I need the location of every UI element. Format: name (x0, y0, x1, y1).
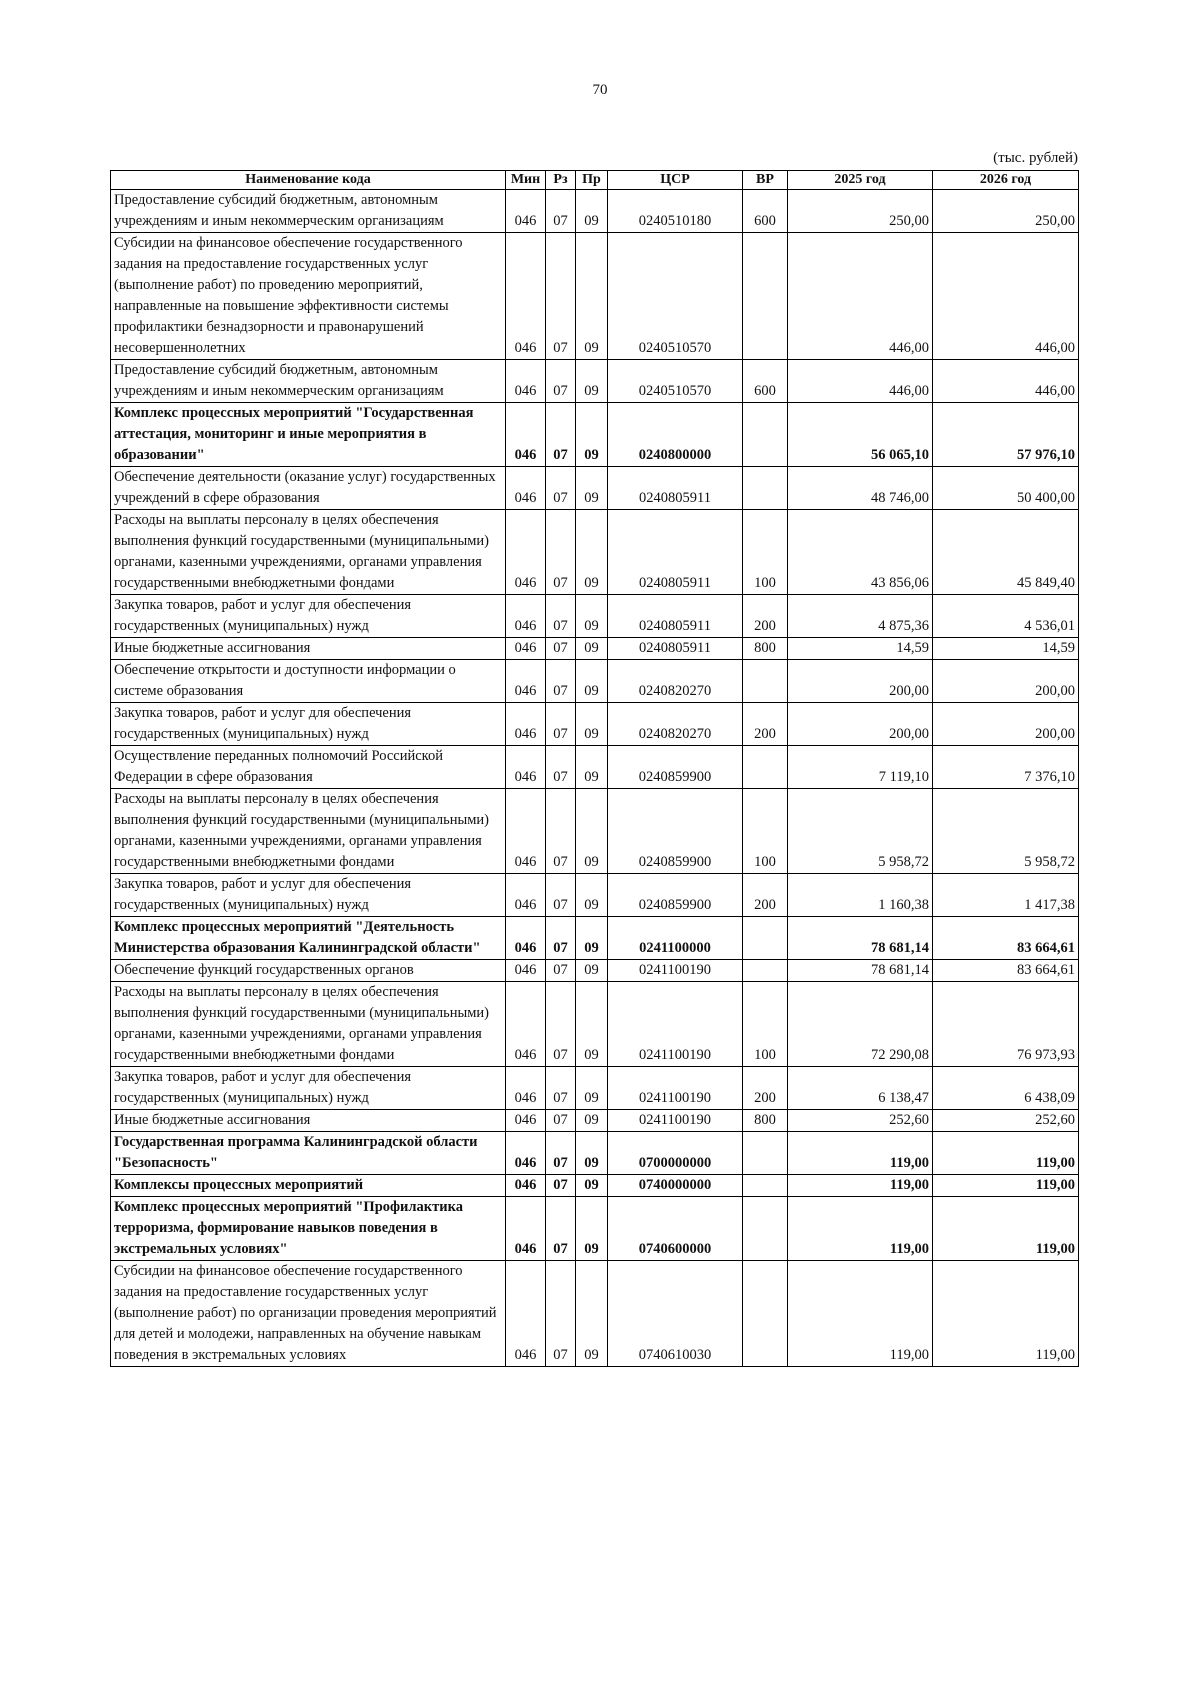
cell-vr (743, 1197, 788, 1261)
cell-min: 046 (506, 789, 546, 874)
cell-2026: 14,59 (933, 638, 1079, 660)
table-row (111, 982, 1079, 1067)
cell-vr: 200 (743, 595, 788, 638)
table-row (111, 1175, 1079, 1197)
cell-pr: 09 (576, 1197, 608, 1261)
cell-min: 046 (506, 1110, 546, 1132)
cell-pr: 09 (576, 1132, 608, 1175)
cell-2025: 6 138,47 (788, 1067, 933, 1110)
cell-vr: 100 (743, 789, 788, 874)
cell-2026: 200,00 (933, 660, 1079, 703)
cell-2026: 250,00 (933, 190, 1079, 233)
cell-name: Расходы на выплаты персоналу в целях обеспечения выполнения функций государственными (муниципальными) органами, казенными учреждениями, органами управления государственными внебюджетными фондами (111, 510, 506, 595)
cell-min: 046 (506, 403, 546, 467)
cell-name: Комплекс процессных мероприятий "Профилактика терроризма, формирование навыков поведения в экстремальных условиях" (111, 1197, 506, 1261)
cell-rz: 07 (546, 1175, 576, 1197)
cell-pr: 09 (576, 917, 608, 960)
cell-2026: 252,60 (933, 1110, 1079, 1132)
cell-rz: 07 (546, 917, 576, 960)
cell-pr: 09 (576, 190, 608, 233)
cell-name: Субсидии на финансовое обеспечение государственного задания на предоставление государственных услуг (выполнение работ) по проведению мероприятий, направленные на повышение эффективности системы профилактики безнадзорности и правонарушений несовершеннолетних (111, 233, 506, 360)
cell-vr (743, 1175, 788, 1197)
table-row (111, 1067, 1079, 1110)
table-row (111, 874, 1079, 917)
cell-name: Предоставление субсидий бюджетным, автономным учреждениям и иным некоммерческим организациям (111, 360, 506, 403)
table-row (111, 638, 1079, 660)
table-header-row (111, 171, 1079, 190)
table-body (111, 190, 1079, 1367)
table-row (111, 960, 1079, 982)
cell-2026: 57 976,10 (933, 403, 1079, 467)
cell-csr: 0240510570 (608, 233, 743, 360)
cell-2025: 7 119,10 (788, 746, 933, 789)
cell-vr (743, 1261, 788, 1367)
cell-2025: 43 856,06 (788, 510, 933, 595)
cell-2026: 1 417,38 (933, 874, 1079, 917)
header-2025: 2025 год (788, 171, 933, 190)
cell-pr: 09 (576, 746, 608, 789)
cell-pr: 09 (576, 360, 608, 403)
cell-vr (743, 746, 788, 789)
cell-pr: 09 (576, 960, 608, 982)
cell-vr (743, 917, 788, 960)
cell-pr: 09 (576, 1261, 608, 1367)
cell-csr: 0700000000 (608, 1132, 743, 1175)
header-name: Наименование кода (111, 171, 506, 190)
cell-min: 046 (506, 1261, 546, 1367)
cell-min: 046 (506, 746, 546, 789)
cell-vr (743, 467, 788, 510)
table-row (111, 403, 1079, 467)
cell-rz: 07 (546, 1197, 576, 1261)
cell-vr: 600 (743, 360, 788, 403)
cell-pr: 09 (576, 982, 608, 1067)
units-label: (тыс. рублей) (993, 150, 1078, 166)
cell-name: Обеспечение деятельности (оказание услуг) государственных учреждений в сфере образования (111, 467, 506, 510)
cell-min: 046 (506, 510, 546, 595)
cell-rz: 07 (546, 960, 576, 982)
cell-min: 046 (506, 1175, 546, 1197)
cell-min: 046 (506, 1067, 546, 1110)
cell-csr: 0240820270 (608, 703, 743, 746)
cell-rz: 07 (546, 595, 576, 638)
cell-2025: 78 681,14 (788, 917, 933, 960)
cell-min: 046 (506, 360, 546, 403)
cell-vr: 800 (743, 638, 788, 660)
cell-csr: 0240805911 (608, 595, 743, 638)
cell-pr: 09 (576, 660, 608, 703)
cell-name: Закупка товаров, работ и услуг для обеспечения государственных (муниципальных) нужд (111, 595, 506, 638)
cell-2025: 119,00 (788, 1132, 933, 1175)
table-row (111, 360, 1079, 403)
cell-name: Расходы на выплаты персоналу в целях обеспечения выполнения функций государственными (муниципальными) органами, казенными учреждениями, органами управления государственными внебюджетными фондами (111, 789, 506, 874)
header-csr: ЦСР (608, 171, 743, 190)
table-row (111, 917, 1079, 960)
budget-table (110, 170, 1079, 1367)
cell-min: 046 (506, 190, 546, 233)
cell-csr: 0241100190 (608, 982, 743, 1067)
cell-2025: 446,00 (788, 233, 933, 360)
cell-min: 046 (506, 1197, 546, 1261)
cell-rz: 07 (546, 1261, 576, 1367)
cell-pr: 09 (576, 467, 608, 510)
cell-2025: 14,59 (788, 638, 933, 660)
cell-2026: 83 664,61 (933, 960, 1079, 982)
cell-2025: 252,60 (788, 1110, 933, 1132)
table-row (111, 660, 1079, 703)
cell-name: Государственная программа Калининградской области "Безопасность" (111, 1132, 506, 1175)
table-row (111, 510, 1079, 595)
cell-min: 046 (506, 660, 546, 703)
header-min: Мин (506, 171, 546, 190)
cell-rz: 07 (546, 638, 576, 660)
table-row (111, 1261, 1079, 1367)
cell-2025: 1 160,38 (788, 874, 933, 917)
cell-name: Расходы на выплаты персоналу в целях обеспечения выполнения функций государственными (муниципальными) органами, казенными учреждениями, органами управления государственными внебюджетными фондами (111, 982, 506, 1067)
cell-pr: 09 (576, 1110, 608, 1132)
cell-pr: 09 (576, 874, 608, 917)
cell-min: 046 (506, 917, 546, 960)
cell-csr: 0241100000 (608, 917, 743, 960)
cell-2026: 119,00 (933, 1132, 1079, 1175)
cell-2026: 200,00 (933, 703, 1079, 746)
cell-csr: 0240859900 (608, 789, 743, 874)
cell-vr: 800 (743, 1110, 788, 1132)
cell-2025: 446,00 (788, 360, 933, 403)
cell-2026: 446,00 (933, 233, 1079, 360)
cell-rz: 07 (546, 789, 576, 874)
cell-csr: 0241100190 (608, 1067, 743, 1110)
cell-name: Иные бюджетные ассигнования (111, 1110, 506, 1132)
cell-min: 046 (506, 1132, 546, 1175)
cell-vr (743, 960, 788, 982)
cell-pr: 09 (576, 789, 608, 874)
cell-vr (743, 403, 788, 467)
cell-vr (743, 660, 788, 703)
cell-csr: 0740610030 (608, 1261, 743, 1367)
cell-vr: 100 (743, 982, 788, 1067)
cell-rz: 07 (546, 703, 576, 746)
cell-csr: 0240805911 (608, 467, 743, 510)
cell-pr: 09 (576, 1175, 608, 1197)
cell-2025: 78 681,14 (788, 960, 933, 982)
cell-name: Обеспечение открытости и доступности информации о системе образования (111, 660, 506, 703)
cell-csr: 0241100190 (608, 960, 743, 982)
cell-csr: 0740000000 (608, 1175, 743, 1197)
cell-2026: 119,00 (933, 1197, 1079, 1261)
cell-csr: 0240805911 (608, 510, 743, 595)
cell-vr: 600 (743, 190, 788, 233)
cell-2025: 119,00 (788, 1175, 933, 1197)
cell-min: 046 (506, 233, 546, 360)
table-row (111, 467, 1079, 510)
header-2026: 2026 год (933, 171, 1079, 190)
cell-name: Субсидии на финансовое обеспечение государственного задания на предоставление государственных услуг (выполнение работ) по организации проведения мероприятий для детей и молодежи, направленных на обучение навыкам поведения в экстремальных условиях (111, 1261, 506, 1367)
cell-csr: 0240805911 (608, 638, 743, 660)
cell-name: Комплекс процессных мероприятий "Государственная аттестация, мониторинг и иные мероприятия в образовании" (111, 403, 506, 467)
cell-vr: 200 (743, 1067, 788, 1110)
table-row (111, 703, 1079, 746)
table-row (111, 1197, 1079, 1261)
cell-name: Закупка товаров, работ и услуг для обеспечения государственных (муниципальных) нужд (111, 1067, 506, 1110)
cell-2026: 4 536,01 (933, 595, 1079, 638)
cell-pr: 09 (576, 1067, 608, 1110)
cell-name: Предоставление субсидий бюджетным, автономным учреждениям и иным некоммерческим организациям (111, 190, 506, 233)
table-row (111, 789, 1079, 874)
cell-2026: 6 438,09 (933, 1067, 1079, 1110)
cell-csr: 0240800000 (608, 403, 743, 467)
cell-rz: 07 (546, 1067, 576, 1110)
cell-csr: 0241100190 (608, 1110, 743, 1132)
cell-rz: 07 (546, 982, 576, 1067)
table-row (111, 233, 1079, 360)
cell-rz: 07 (546, 403, 576, 467)
cell-min: 046 (506, 982, 546, 1067)
cell-pr: 09 (576, 403, 608, 467)
cell-rz: 07 (546, 1110, 576, 1132)
table-row (111, 595, 1079, 638)
cell-2025: 72 290,08 (788, 982, 933, 1067)
table-row (111, 1110, 1079, 1132)
cell-name: Закупка товаров, работ и услуг для обеспечения государственных (муниципальных) нужд (111, 874, 506, 917)
cell-pr: 09 (576, 595, 608, 638)
cell-csr: 0740600000 (608, 1197, 743, 1261)
cell-name: Комплексы процессных мероприятий (111, 1175, 506, 1197)
cell-pr: 09 (576, 638, 608, 660)
header-vr: ВР (743, 171, 788, 190)
cell-2026: 76 973,93 (933, 982, 1079, 1067)
cell-2026: 7 376,10 (933, 746, 1079, 789)
cell-rz: 07 (546, 190, 576, 233)
cell-name: Комплекс процессных мероприятий "Деятельность Министерства образования Калининградской области" (111, 917, 506, 960)
cell-2025: 5 958,72 (788, 789, 933, 874)
cell-2025: 48 746,00 (788, 467, 933, 510)
cell-csr: 0240859900 (608, 874, 743, 917)
cell-rz: 07 (546, 360, 576, 403)
cell-rz: 07 (546, 746, 576, 789)
cell-min: 046 (506, 638, 546, 660)
cell-name: Обеспечение функций государственных органов (111, 960, 506, 982)
table-row (111, 190, 1079, 233)
cell-2025: 119,00 (788, 1197, 933, 1261)
cell-2026: 119,00 (933, 1261, 1079, 1367)
cell-csr: 0240859900 (608, 746, 743, 789)
cell-vr: 200 (743, 874, 788, 917)
cell-2026: 5 958,72 (933, 789, 1079, 874)
cell-vr: 200 (743, 703, 788, 746)
table-row (111, 746, 1079, 789)
cell-2025: 119,00 (788, 1261, 933, 1367)
cell-2025: 56 065,10 (788, 403, 933, 467)
page-number: 70 (592, 82, 608, 98)
cell-min: 046 (506, 703, 546, 746)
cell-2025: 4 875,36 (788, 595, 933, 638)
cell-name: Осуществление переданных полномочий Российской Федерации в сфере образования (111, 746, 506, 789)
cell-2026: 45 849,40 (933, 510, 1079, 595)
cell-rz: 07 (546, 874, 576, 917)
cell-rz: 07 (546, 233, 576, 360)
cell-pr: 09 (576, 703, 608, 746)
cell-min: 046 (506, 874, 546, 917)
header-rz: Рз (546, 171, 576, 190)
cell-min: 046 (506, 960, 546, 982)
cell-vr (743, 233, 788, 360)
cell-vr: 100 (743, 510, 788, 595)
cell-min: 046 (506, 595, 546, 638)
cell-vr (743, 1132, 788, 1175)
cell-csr: 0240510180 (608, 190, 743, 233)
cell-min: 046 (506, 467, 546, 510)
cell-rz: 07 (546, 467, 576, 510)
cell-rz: 07 (546, 510, 576, 595)
cell-pr: 09 (576, 510, 608, 595)
cell-name: Иные бюджетные ассигнования (111, 638, 506, 660)
cell-csr: 0240820270 (608, 660, 743, 703)
cell-2026: 446,00 (933, 360, 1079, 403)
cell-rz: 07 (546, 660, 576, 703)
cell-pr: 09 (576, 233, 608, 360)
cell-2026: 83 664,61 (933, 917, 1079, 960)
cell-2026: 119,00 (933, 1175, 1079, 1197)
cell-name: Закупка товаров, работ и услуг для обеспечения государственных (муниципальных) нужд (111, 703, 506, 746)
cell-2025: 200,00 (788, 703, 933, 746)
cell-2025: 250,00 (788, 190, 933, 233)
cell-rz: 07 (546, 1132, 576, 1175)
cell-2025: 200,00 (788, 660, 933, 703)
table-row (111, 1132, 1079, 1175)
header-pr: Пр (576, 171, 608, 190)
cell-csr: 0240510570 (608, 360, 743, 403)
cell-2026: 50 400,00 (933, 467, 1079, 510)
